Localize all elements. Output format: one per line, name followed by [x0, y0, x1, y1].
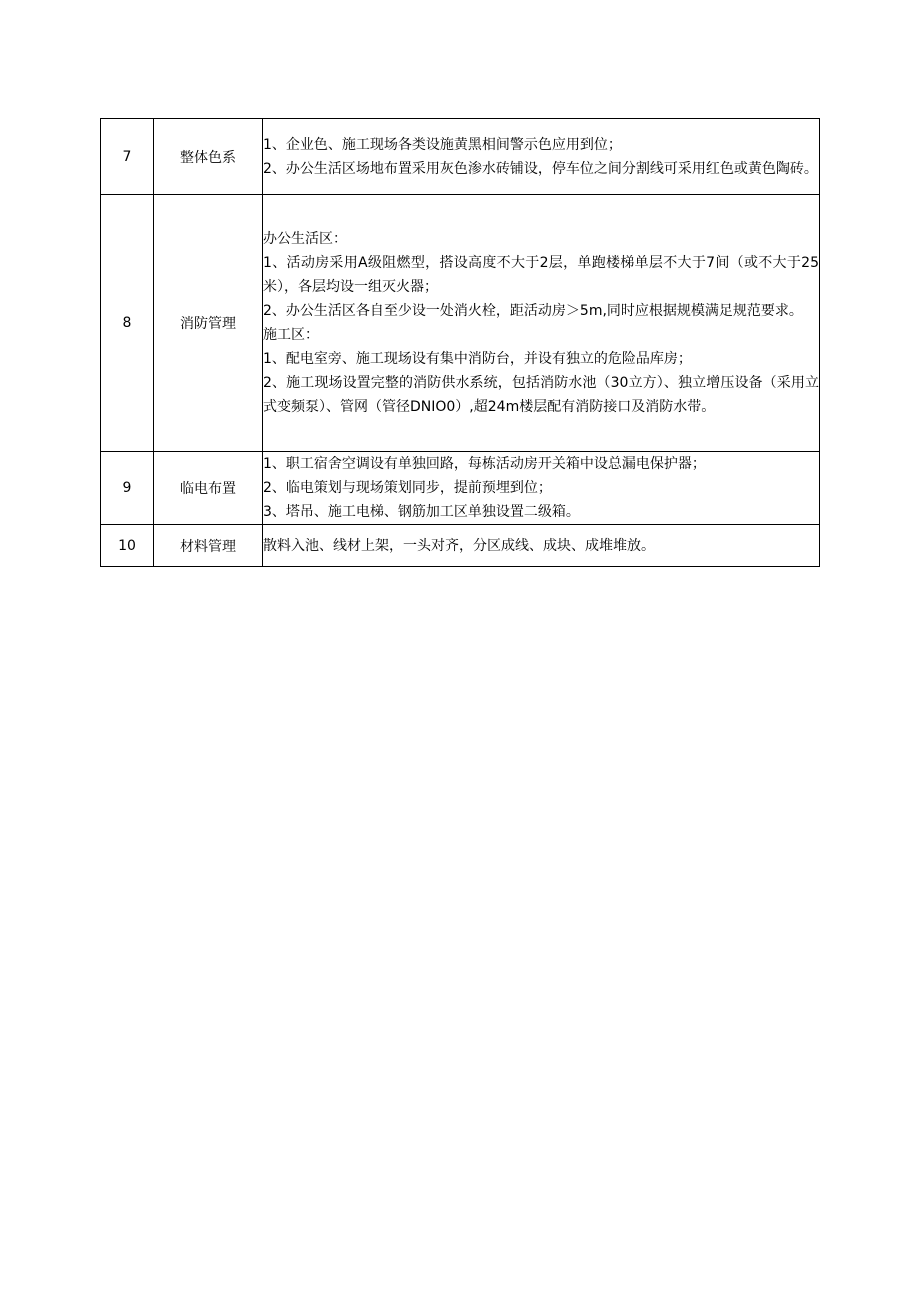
row-item-name: 临电布置: [154, 452, 263, 525]
row-content: [263, 452, 820, 525]
content-line: 2、办公生活区各自至少设一处消火栓，距活动房＞5m,同时应根据规模满足规范要求。: [263, 303, 803, 319]
content-line: 2、施工现场设置完整的消防供水系统，包括消防水池（30立方）、独立增压设备（采用立式变频泵）、管网（管径DNIO0）,超24m楼层配有消防接口及消防水带。: [263, 375, 819, 415]
content-line: 2、办公生活区场地布置采用灰色渗水砖铺设，停车位之间分割线可采用红色或黄色陶砖。: [263, 160, 818, 177]
requirements-table: [100, 118, 820, 567]
row-number: 7: [101, 119, 154, 195]
row-content: [263, 525, 820, 567]
table-row: [101, 195, 820, 452]
table-row: [101, 119, 820, 195]
content-line: 1、职工宿舍空调设有单独回路，每栋活动房开关箱中设总漏电保护器；: [263, 456, 706, 472]
content-line: 办公生活区：: [263, 231, 347, 247]
content-line: 散料入池、线材上架，一头对齐，分区成线、成块、成堆堆放。: [263, 537, 655, 554]
row-item-name: 材料管理: [154, 525, 263, 567]
row-number: 9: [101, 452, 154, 525]
content-line: 3、塔吊、施工电梯、钢筋加工区单独设置二级箱。: [263, 504, 580, 520]
table-row: [101, 525, 820, 567]
content-line: 2、临电策划与现场策划同步，提前预埋到位；: [263, 480, 552, 496]
row-number: 10: [101, 525, 154, 567]
table-row: [101, 452, 820, 525]
row-content: [263, 119, 820, 195]
row-content: [263, 195, 820, 452]
row-item-name: 消防管理: [154, 195, 263, 452]
content-line: 1、活动房采用A级阻燃型，搭设高度不大于2层，单跑楼梯单层不大于7间（或不大于25米），各层均设一组灭火器；: [263, 255, 819, 295]
content-line: 1、企业色、施工现场各类设施黄黑相间警示色应用到位；: [263, 136, 622, 153]
row-number: 8: [101, 195, 154, 452]
content-line: 施工区：: [263, 327, 319, 343]
content-line: 1、配电室旁、施工现场设有集中消防台，并设有独立的危险品库房；: [263, 351, 692, 367]
row-item-name: 整体色系: [154, 119, 263, 195]
